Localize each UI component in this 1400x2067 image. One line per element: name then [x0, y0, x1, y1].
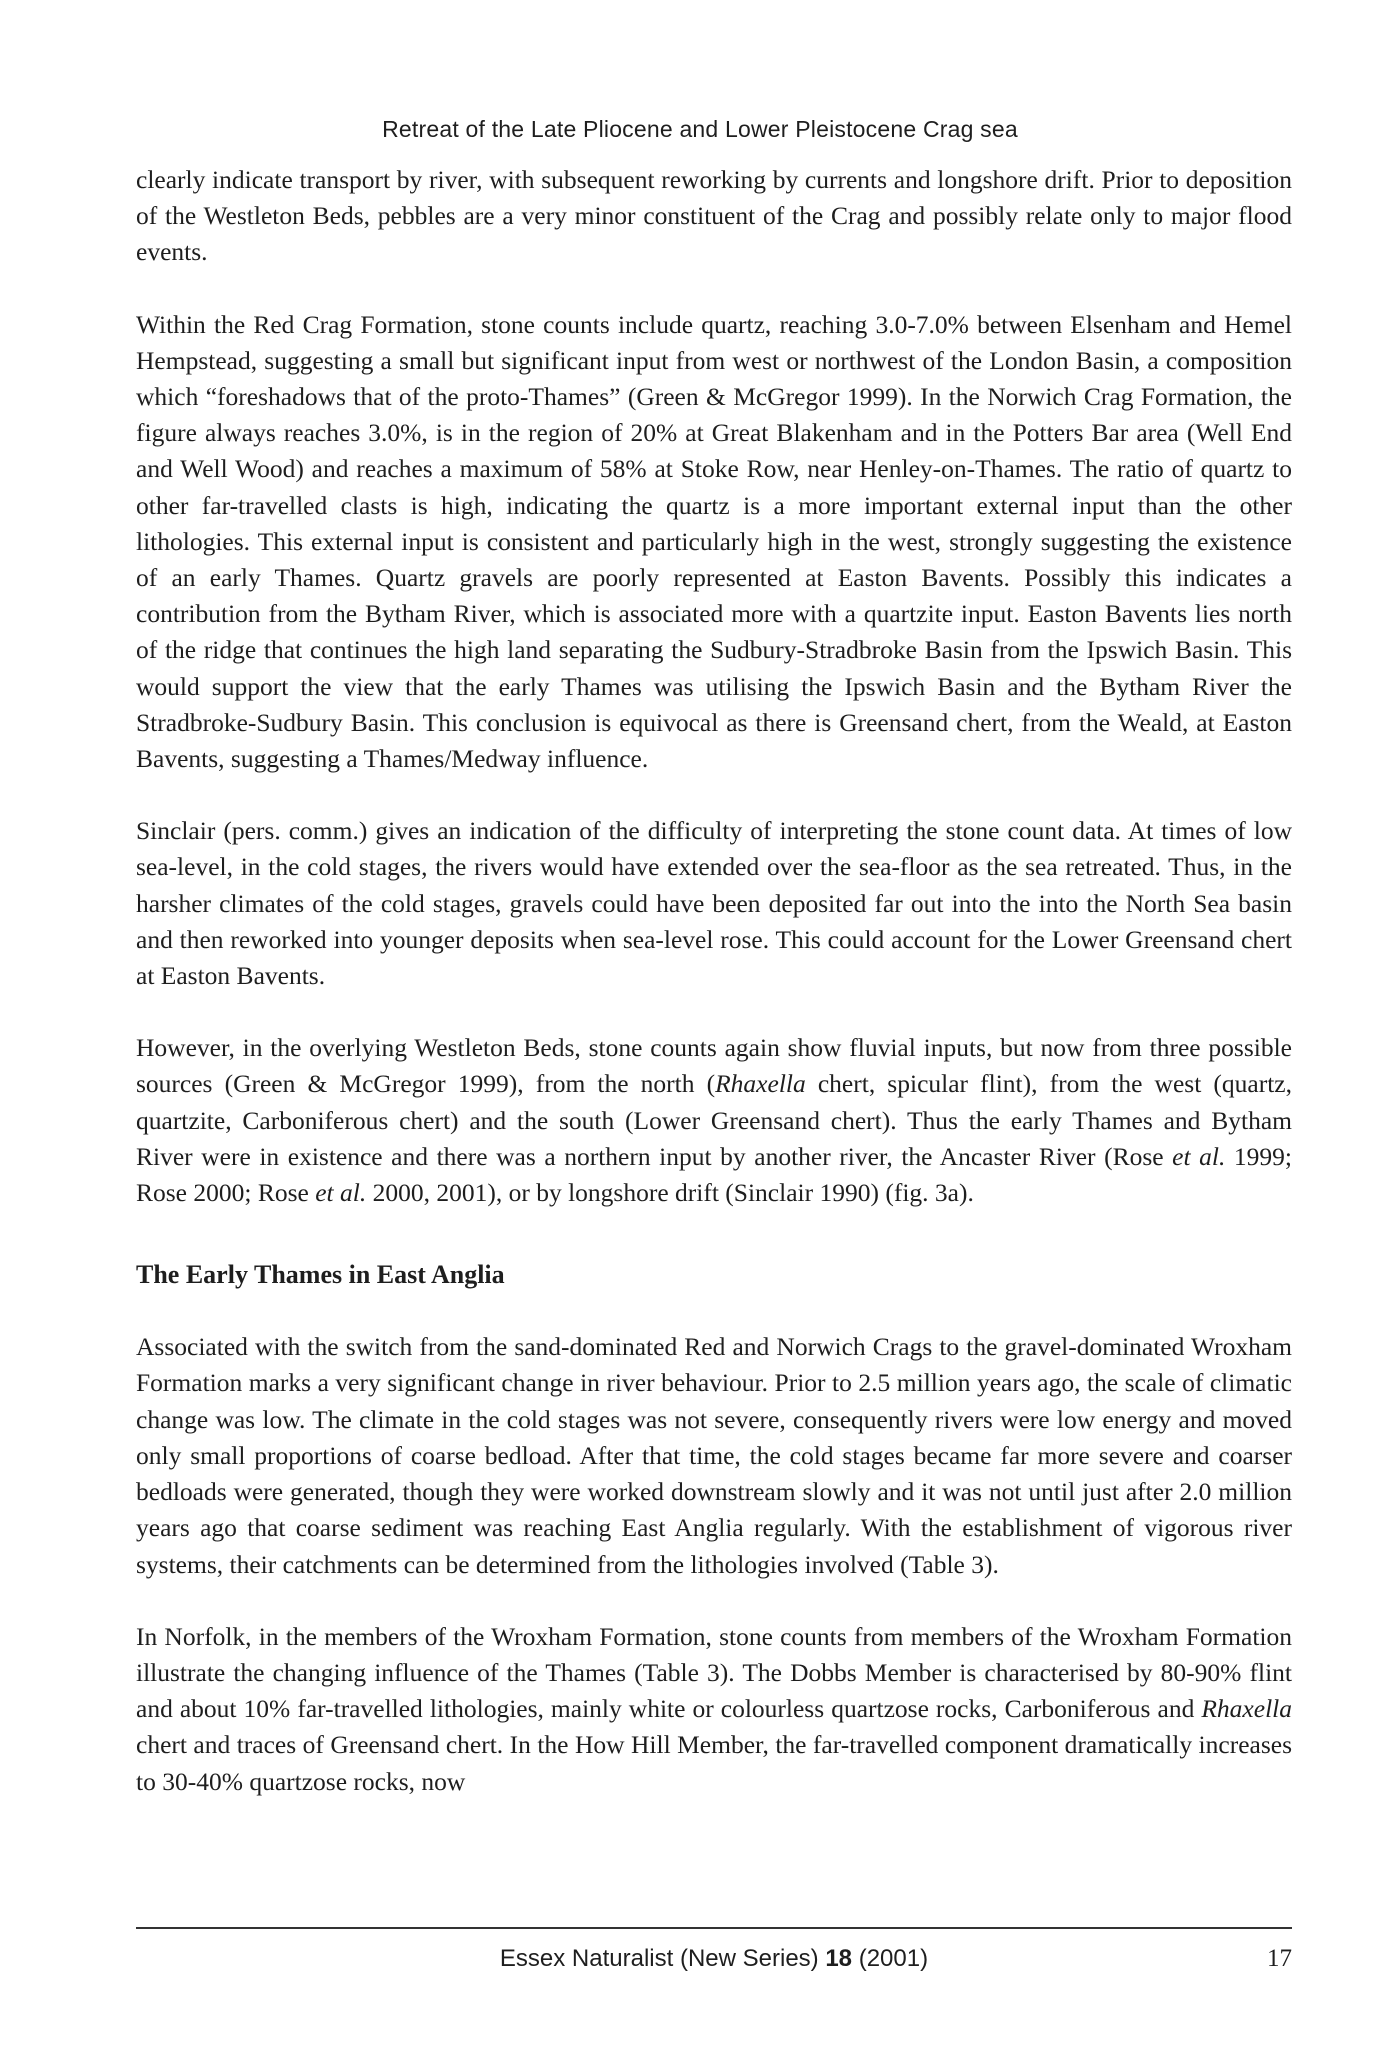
journal-volume: 18	[825, 1945, 853, 1972]
paragraph-6-text: In Norfolk, in the members of the Wroxham Formation, stone counts from members of the Wroxham Formation illustrate the changing influence of the Thames (Table 3). The Dobbs Member is characterised by 80-90% flint and about 10% far-travelled lithologies, mainly white or colourless quartzose rocks, Carboniferous and	[136, 1621, 1292, 1724]
citation-et-al: et al.	[1172, 1141, 1226, 1171]
taxon-name: Rhaxella	[1201, 1694, 1292, 1724]
paragraph-4-text: 1999; Rose 2000; Rose	[136, 1141, 1292, 1208]
journal-year: (2001)	[852, 1945, 929, 1972]
paragraph-3: Sinclair (pers. comm.) gives an indication of the difficulty of interpreting the stone count data. At times of low sea-level, in the cold stages, the rivers would have extended over the sea-floor as the sea retreated. Thus, in the harsher climates of the cold stages, gravels could have been deposited far out into the into the North Sea basin and then reworked into younger deposits when sea-level rose. This could account for the Lower Greensand chert at Easton Bavents.	[136, 816, 1292, 991]
paragraph-4	[136, 1030, 1292, 1211]
paragraph-4-text: chert, spicular flint), from the west (quartz, quartzite, Carboniferous chert) and the south (Lower Greensand chert). Thus the early Thames and Bytham River were in existence and there was a northern input by another river, the Ancaster River (Rose	[136, 1069, 1292, 1171]
section-heading: The Early Thames in East Anglia	[136, 1260, 505, 1290]
paragraph-6	[136, 1619, 1292, 1800]
paragraph-2: Within the Red Crag Formation, stone counts include quartz, reaching 3.0-7.0% between Elsenham and Hemel Hempstead, suggesting a small but significant input from west or northwest of the London Basin, a composition which “foreshadows that of the proto-Thames” (Green & McGregor 1999). In the Norwich Crag Formation, the figure always reaches 3.0%, is in the region of 20% at Great Blakenham and in the Potters Bar area (Well End and Well Wood) and reaches a maximum of 58% at Stoke Row, near Henley-on-Thames. The ratio of quartz to other far-travelled clasts is high, indicating the quartz is a more important external input than the other lithologies. This external input is consistent and particularly high in the west, strongly suggesting the existence of an early Thames. Quartz gravels are poorly represented at Easton Bavents. Possibly this indicates a contribution from the Bytham River, which is associated more with a quartzite input. Easton Bavents lies north of the ridge that continues the high land separating the Sudbury-Stradbroke Basin from the Ipswich Basin. This would support the view that the early Thames was utilising the Ipswich Basin and the Bytham River the Stradbroke-Sudbury Basin. This conclusion is equivocal as there is Greensand chert, from the Weald, at Easton Bavents, suggesting a Thames/Medway influence.	[136, 309, 1292, 774]
page-number: 17	[1267, 1945, 1292, 1972]
page-footer	[136, 1945, 1292, 1977]
citation-et-al: et al.	[315, 1178, 367, 1208]
paragraph-6-text: chert and traces of Greensand chert. In the How Hill Member, the far-travelled component dramatically increases to 30-40% quartzose rocks, now	[136, 1730, 1292, 1796]
running-head: Retreat of the Late Pliocene and Lower Pleistocene Crag sea	[382, 116, 1018, 142]
taxon-name: Rhaxella	[715, 1069, 806, 1099]
paragraph-1: clearly indicate transport by river, with subsequent reworking by currents and longshore drift. Prior to deposition of the Westleton Beds, pebbles are a very minor constituent of the Crag and possibly relate only to major flood events.	[136, 165, 1292, 267]
paragraph-5: Associated with the switch from the sand-dominated Red and Norwich Crags to the gravel-dominated Wroxham Formation marks a very significant change in river behaviour. Prior to 2.5 million years ago, the scale of climatic change was low. The climate in the cold stages was not severe, consequently rivers were low energy and moved only small proportions of coarse bedload. After that time, the cold stages became far more severe and coarser bedloads were generated, though they were worked downstream slowly and it was not until just after 2.0 million years ago that coarse sediment was reaching East Anglia regularly. With the establishment of vigorous river systems, their catchments can be determined from the lithologies involved (Table 3).	[136, 1332, 1292, 1579]
journal-citation	[136, 1945, 1292, 1973]
paragraph-4-text: However, in the overlying Westleton Beds, stone counts again show fluvial inputs, but now from three possible sources (Green & McGregor 1999), from the north (	[136, 1033, 1292, 1099]
footer-rule	[136, 1927, 1292, 1929]
paragraph-4-text: 2000, 2001), or by longshore drift (Sinclair 1990) (fig. 3a).	[366, 1178, 974, 1208]
article-body	[136, 162, 1292, 1800]
journal-name: Essex Naturalist (New Series)	[499, 1945, 826, 1972]
